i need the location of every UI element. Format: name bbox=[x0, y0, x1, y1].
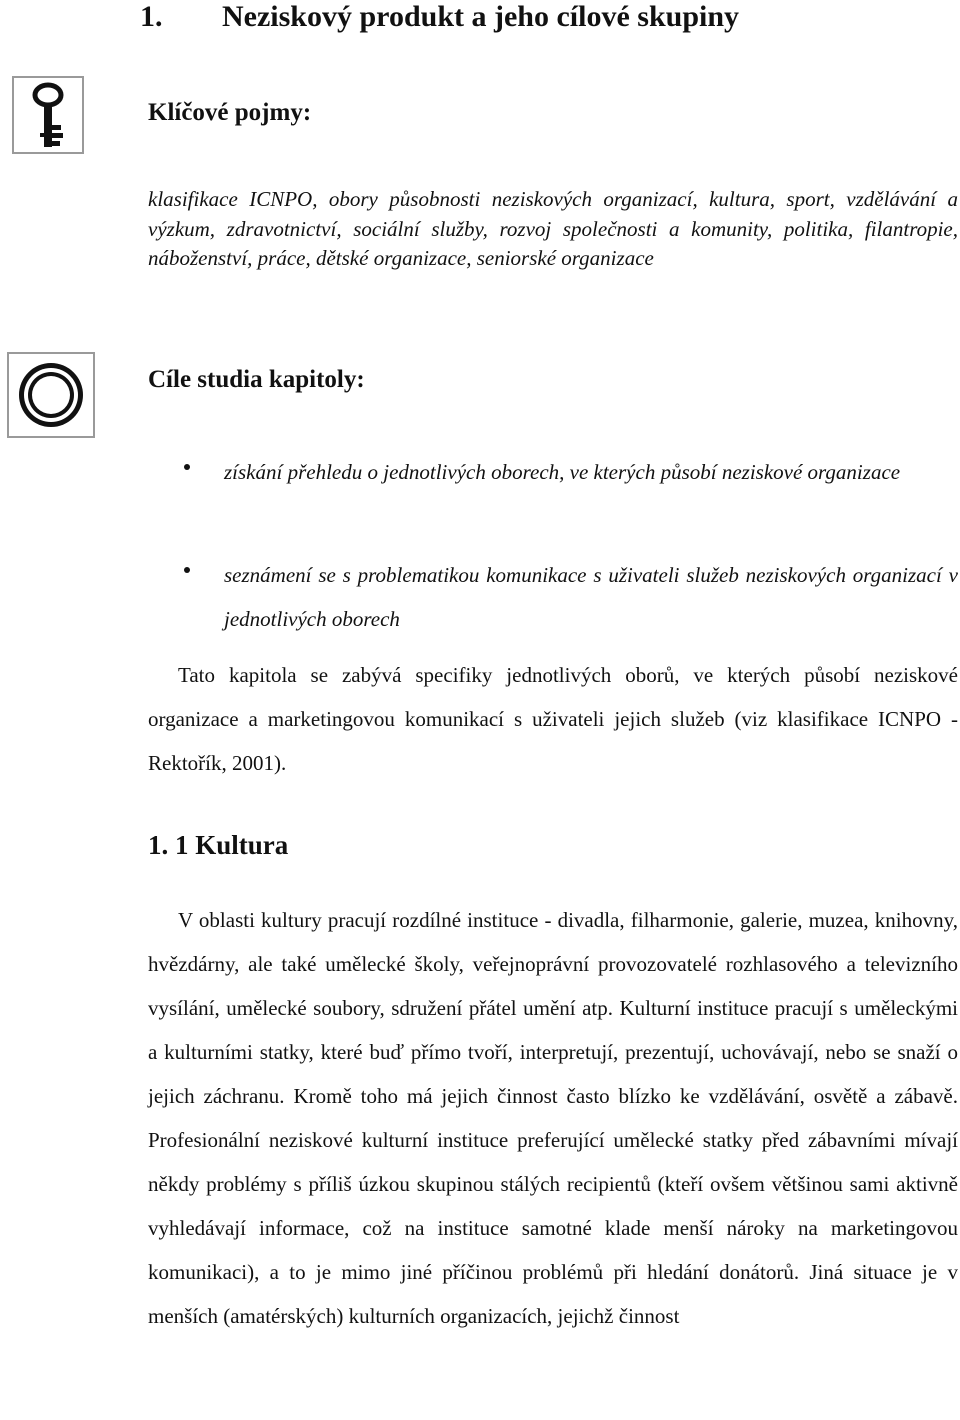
target-icon bbox=[7, 352, 95, 438]
key-icon bbox=[12, 76, 84, 154]
goal-text: seznámení se s problematikou komunikace s uživateli služeb neziskových organizací v jednotlivých oborech bbox=[224, 563, 958, 631]
bullet-icon bbox=[184, 464, 190, 470]
culture-paragraph: V oblasti kultury pracují rozdílné instituce - divadla, filharmonie, galerie, muzea, knihovny, hvězdárny, ale také umělecké školy, veřejnoprávní provozovatelé rozhlasového a televizního vysílání, umělecké soubory, sdružení přátel umění atp. Kulturní instituce pracují s uměleckými a kulturními statky, které buď přímo tvoří, interpretují, prezentují, uchovávají, nebo se snaží o jejich záchranu. Kromě toho má jejich činnost často blízko ke vzdělávání, osvětě a zábavě. Profesionální neziskové kulturní instituce preferující umělecké statky před zábavními mívají někdy problémy s příliš úzkou skupinou stálých recipientů (kteří ovšem většinou sami aktivně vyhledávají informace, což na instituce samotné klade menší nároky na marketingovou komunikaci), a to je mimo jiné příčinou problémů při hledání donátorů. Jiná situace je v menších (amatérských) kulturních organizacích, jejichž činnost bbox=[148, 908, 958, 1328]
chapter-number: 1. bbox=[140, 0, 163, 33]
key-terms-text: klasifikace ICNPO, obory působnosti neziskových organizací, kultura, sport, vzdělávání a výzkum, zdravotnictví, sociální služby, rozvoj společnosti a komunity, politika, filantropie, náboženství, práce, dětské organizace, seniorské organizace bbox=[148, 187, 958, 270]
section-title: 1. 1 Kultura bbox=[148, 830, 289, 860]
intro-paragraph: Tato kapitola se zabývá specifiky jednotlivých oborů, ve kterých působí neziskové organizace a marketingovou komunikací s uživateli jejich služeb (viz klasifikace ICNPO - Rektořík, 2001). bbox=[148, 663, 958, 775]
chapter-title-text: Neziskový produkt a jeho cílové skupiny bbox=[222, 0, 740, 33]
goal-text: získání přehledu o jednotlivých oborech, ve kterých působí neziskové organizace bbox=[224, 460, 901, 484]
goals-heading: Cíle studia kapitoly: bbox=[148, 366, 365, 393]
bullet-icon bbox=[184, 567, 190, 573]
key-terms-heading: Klíčové pojmy: bbox=[148, 99, 312, 126]
